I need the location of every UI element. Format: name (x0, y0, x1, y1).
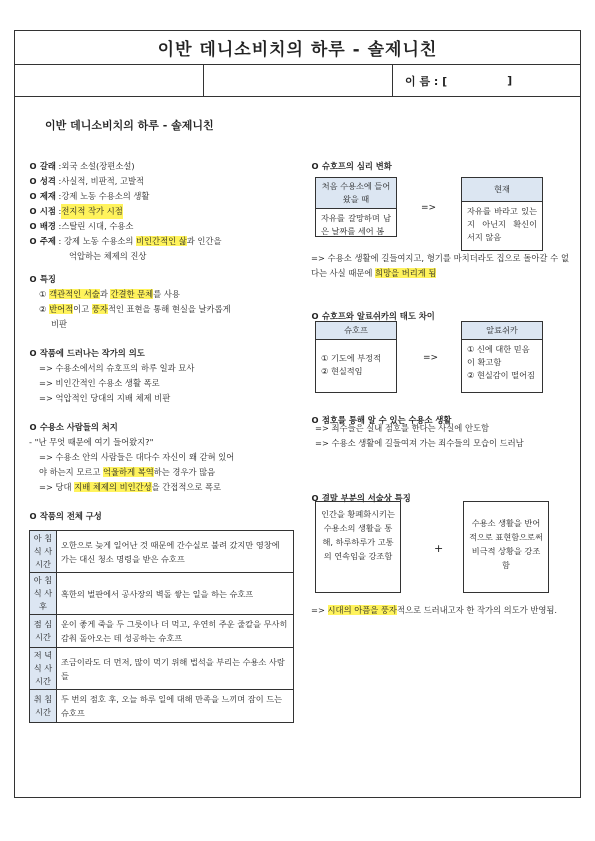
plot-desc: 운이 좋게 죽을 두 그릇이나 더 먹고, 우연히 주운 줄칼을 무사히 감춰 돌아오는 데 성공하는 슈호프 (57, 615, 294, 648)
attribute-item: O 제재 : 강제 노동 수용소의 생활 (29, 189, 299, 204)
ending-note: => 시대의 아픔을 풍자적으로 드러내고자 한 작가의 의도가 반영됨. (311, 605, 558, 615)
psych-now-box: 현재 자유를 바라고 있는지 아닌지 확신이 서지 않음 (461, 177, 543, 251)
worksheet (14, 30, 581, 798)
feature-2-line2: 비판 (51, 319, 68, 329)
circle-bullet-icon: O (311, 161, 319, 171)
plight-quote: - "난 무엇 때문에 여기 들어왔지?" (29, 437, 154, 447)
plot-desc: 혹한의 벌판에서 공사장의 벽돌 쌓는 일을 하는 슈호프 (57, 573, 294, 615)
alyosha-box: 알료쉬카 ① 신에 대한 믿음이 확고함 ② 현실감이 떨어짐 (461, 321, 543, 393)
plot-heading: O 작품의 전체 구성 (29, 509, 299, 524)
intent-heading: O 작품에 드러나는 작가의 의도 (29, 346, 299, 361)
attribute-item: O 갈래 : 외국 소설(장편소설) (29, 159, 299, 174)
name-close: ] (507, 74, 513, 87)
ending-heading: O 결말 부분의 서술상 특징 (311, 491, 411, 506)
plight-heading: O 수용소 사람들의 처지 (29, 420, 299, 435)
plight-line1: => 수용소 안의 사람들은 대다수 자신이 왜 갇혀 있어 (39, 452, 235, 462)
attribute-item: O 배경 : 스탈린 시대, 수용소 (29, 219, 299, 234)
rollcall-list (315, 421, 567, 451)
table-row (30, 648, 294, 690)
plight-line3: => 당대 지배 체제의 비인간성을 간접적으로 폭로 (39, 482, 222, 492)
circle-bullet-icon: O (311, 415, 319, 425)
feature-heading: O 특징 (29, 272, 299, 287)
circle-bullet-icon: O (311, 493, 319, 503)
list-item: ① 신에 대한 믿음이 확고함 (467, 344, 530, 367)
circle-bullet-icon: O (29, 206, 37, 216)
psych-note: => 수용소 생활에 길들여지고, 형기를 마치더라도 집으로 돌아갈 수 없다는 사실 때문에 희망을 버리게 됨 (311, 253, 569, 278)
circle-bullet-icon: O (29, 511, 37, 521)
plot-time: 점 심 시간 (30, 615, 57, 648)
table-row (30, 573, 294, 615)
list-item: ② 현실적임 (321, 366, 363, 376)
circle-bullet-icon: O (29, 161, 37, 171)
attribute-item: O 시점 : 전지적 작가 시점 (29, 204, 299, 219)
shuhof-box: 슈호프 ① 기도에 부정적 ② 현실적임 (315, 321, 397, 393)
plot-table (29, 530, 294, 723)
document-title: 이반 데니소비치의 하루 - 솔제니친 (45, 119, 214, 132)
circle-bullet-icon: O (29, 176, 37, 186)
circle-bullet-icon: O (29, 236, 37, 246)
list-item: ② 현실감이 떨어짐 (467, 370, 535, 380)
table-row (30, 615, 294, 648)
circle-bullet-icon: O (311, 311, 319, 321)
list-item: => 비인간적인 수용소 생활 폭로 (39, 378, 160, 388)
list-item: => 죄수들은 실내 점호를 한다는 사실에 안도함 (315, 423, 489, 433)
attitude-heading: O 슈호프와 알료쉬카의 태도 차이 (311, 309, 435, 324)
right-column (311, 159, 569, 799)
table-row (30, 531, 294, 573)
plot-desc: 두 번의 점호 후, 오늘 하루 일에 대해 만족을 느끼며 잠이 드는 슈호프 (57, 690, 294, 723)
info-row (15, 65, 580, 97)
circle-bullet-icon: O (29, 191, 37, 201)
psych-arrow: => (421, 203, 437, 213)
circle-bullet-icon: O (29, 422, 37, 432)
name-field[interactable] (393, 65, 580, 96)
list-item: => 억압적인 당대의 지배 체제 비판 (39, 393, 171, 403)
circle-bullet-icon: O (29, 348, 37, 358)
blank-cell-1[interactable] (15, 65, 204, 96)
plot-desc: 오한으로 늦게 일어난 것 때문에 간수실로 불려 갔지만 영창에 가는 대신 청소 명령을 받은 슈호프 (57, 531, 294, 573)
attitude-arrow: => (423, 353, 439, 363)
theme-line2: 억압하는 체제의 진상 (69, 251, 147, 261)
intent-list (29, 361, 299, 406)
plus-sign: + (434, 542, 444, 555)
list-item: => 수용소에서의 슈호프의 하루 일과 묘사 (39, 363, 195, 373)
page-title: 이반 데니소비치의 하루 - 솔제니친 (15, 31, 580, 65)
plot-time: 아 침 식 사 시간 (30, 531, 57, 573)
circle-bullet-icon: O (29, 221, 37, 231)
psych-first-box: 처음 수용소에 들어 왔을 때 자유를 갈망하며 남은 날짜를 세어 봄 (315, 177, 397, 237)
feature-2: ② 반어적이고 풍자적인 표현을 통해 현실을 날카롭게 (39, 304, 231, 314)
plight-line2: 야 하는지 모르고 억울하게 복역하는 경우가 많음 (39, 467, 216, 477)
feature-1: ① 객관적인 서술과 간결한 문체를 사용 (39, 289, 180, 299)
ending-left-box: 인간을 황폐화시키는 수용소의 생활을 통해, 하루하루가 고통의 연속임을 강조함 (315, 501, 401, 593)
attribute-list (29, 159, 299, 234)
left-column (29, 159, 299, 723)
plot-time: 아 침 식 사 후 (30, 573, 57, 615)
blank-cell-2[interactable] (204, 65, 393, 96)
circle-bullet-icon: O (29, 274, 37, 284)
psych-heading: O 슈호프의 심리 변화 (311, 159, 392, 174)
ending-right-box: 수용소 생활을 반어적으로 표현함으로써 비극적 상황을 강조함 (463, 501, 549, 593)
name-label: 이 름 : [ (405, 74, 448, 88)
list-item: => 수용소 생활에 길들여져 가는 죄수들의 모습이 드러남 (315, 438, 524, 448)
list-item: ① 기도에 부정적 (321, 353, 381, 363)
plot-time: 저 녁 식 사 시간 (30, 648, 57, 690)
attribute-item: O 성격 : 사실적, 비판적, 고발적 (29, 174, 299, 189)
table-row (30, 690, 294, 723)
plot-time: 취 침 시간 (30, 690, 57, 723)
plot-desc: 조금이라도 더 먼저, 많이 먹기 위해 법석을 부리는 수용소 사람들 (57, 648, 294, 690)
rollcall-heading: O 점호를 통해 알 수 있는 수용소 생활 (311, 413, 451, 428)
attribute-theme: O 주제 : 강제 노동 수용소의 비인간적인 삶과 인간을 (29, 234, 299, 249)
